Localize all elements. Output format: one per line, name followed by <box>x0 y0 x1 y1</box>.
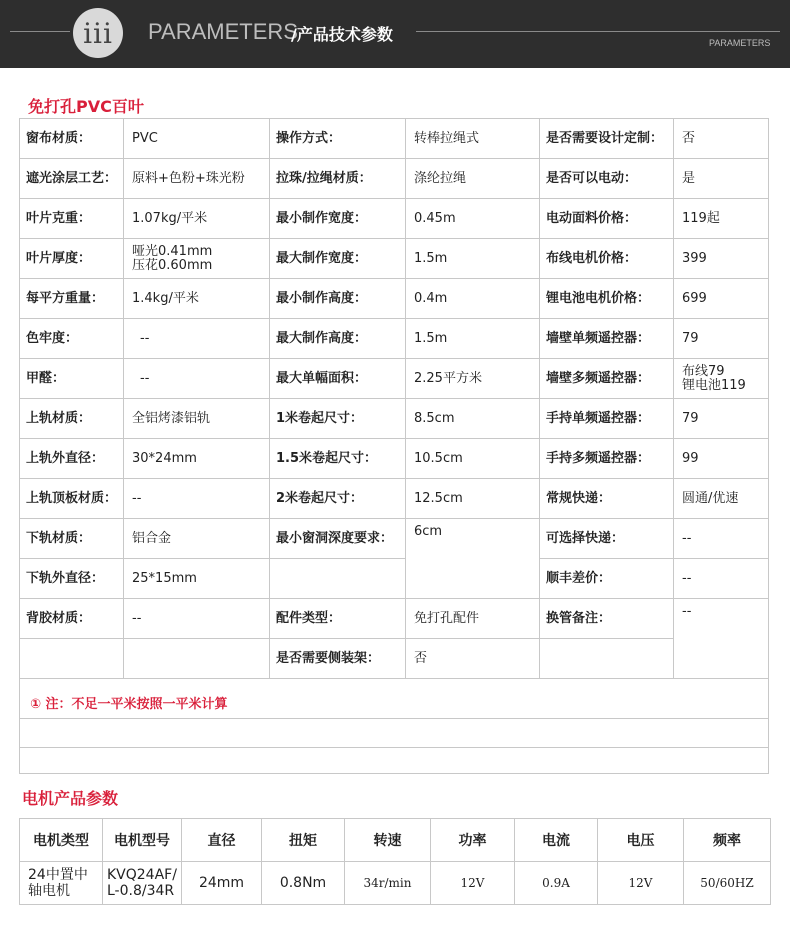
param-value-line2: 压花0.60mm <box>132 257 213 273</box>
param-label: 可选择快递： <box>540 519 674 559</box>
param-label: 上轨外直径： <box>20 439 124 479</box>
parameters-table <box>19 118 769 774</box>
param-value-line1: 布线79 <box>682 363 725 379</box>
parameters-icon <box>73 8 123 58</box>
motor-speed: 34r/min <box>345 862 431 905</box>
divider-left <box>10 31 70 32</box>
param-label: 遮光涂层工艺： <box>20 159 124 199</box>
motor-header: 电流 <box>515 819 598 862</box>
motor-type: 24中置中轴电机 <box>20 862 103 905</box>
motor-header-row <box>20 819 771 862</box>
banner-subtitle: PARAMETERS <box>709 38 771 48</box>
param-value: -- <box>124 359 270 399</box>
param-value: 30*24mm <box>124 439 270 479</box>
param-label: 最小窗洞深度要求： <box>270 519 406 559</box>
motor-header: 电机型号 <box>103 819 182 862</box>
param-label: 上轨材质： <box>20 399 124 439</box>
param-value: 0.45m <box>406 199 540 239</box>
param-value: 12.5cm <box>406 479 540 519</box>
motor-frequency: 50/60HZ <box>684 862 771 905</box>
param-value: 原料+色粉+珠光粉 <box>124 159 270 199</box>
param-value: -- <box>124 599 270 639</box>
motor-torque: 0.8Nm <box>262 862 345 905</box>
param-value: 79 <box>674 399 769 439</box>
param-value: 是 <box>674 159 769 199</box>
param-label: 最大单幅面积： <box>270 359 406 399</box>
motor-header: 功率 <box>431 819 515 862</box>
param-label: 是否需要侧装架： <box>270 639 406 679</box>
param-value: 79 <box>674 319 769 359</box>
blank-row <box>20 748 769 775</box>
banner-title-cn: /产品技术参数 <box>291 25 393 44</box>
param-value: PVC <box>124 119 270 159</box>
param-label: 2米卷起尺寸： <box>270 479 406 519</box>
motor-table <box>19 818 771 905</box>
param-value: 全铝烤漆铝轨 <box>124 399 270 439</box>
param-label: 1米卷起尺寸： <box>270 399 406 439</box>
param-label: 色牢度： <box>20 319 124 359</box>
param-value: 99 <box>674 439 769 479</box>
param-value: 圆通/优速 <box>674 479 769 519</box>
motor-header: 转速 <box>345 819 431 862</box>
param-label: 每平方重量： <box>20 279 124 319</box>
motor-power: 12V <box>431 862 515 905</box>
param-value: 8.5cm <box>406 399 540 439</box>
param-value: -- <box>674 599 769 679</box>
param-value: 10.5cm <box>406 439 540 479</box>
param-value: 铝合金 <box>124 519 270 559</box>
param-label: 最小制作高度： <box>270 279 406 319</box>
param-label: 顺丰差价： <box>540 559 674 599</box>
motor-model: KVQ24AF/L-0.8/34R <box>103 862 182 905</box>
param-value: 免打孔配件 <box>406 599 540 639</box>
param-label: 叶片克重： <box>20 199 124 239</box>
param-value: -- <box>674 519 769 559</box>
param-label: 电动面料价格： <box>540 199 674 239</box>
param-label: 手持单频遥控器： <box>540 399 674 439</box>
param-label: 最大制作宽度： <box>270 239 406 279</box>
param-label: 最大制作高度： <box>270 319 406 359</box>
param-label: 上轨顶板材质： <box>20 479 124 519</box>
param-value: 0.4m <box>406 279 540 319</box>
param-label: 拉珠/拉绳材质： <box>270 159 406 199</box>
param-value <box>124 239 270 279</box>
param-label: 操作方式： <box>270 119 406 159</box>
param-label: 布线电机价格： <box>540 239 674 279</box>
param-label: 常规快递： <box>540 479 674 519</box>
empty-cell <box>20 639 124 679</box>
param-label: 下轨材质： <box>20 519 124 559</box>
param-label: 是否可以电动： <box>540 159 674 199</box>
param-value: 1.5m <box>406 239 540 279</box>
empty-cell <box>540 639 674 679</box>
param-label: 最小制作宽度： <box>270 199 406 239</box>
param-value: 1.07kg/平米 <box>124 199 270 239</box>
header-banner <box>0 0 790 68</box>
motor-voltage: 12V <box>598 862 684 905</box>
param-value: 119起 <box>674 199 769 239</box>
section-title-motor: 电机产品参数 <box>22 789 119 808</box>
param-value: 6cm <box>406 519 540 599</box>
param-value: 2.25平方米 <box>406 359 540 399</box>
param-value: -- <box>124 319 270 359</box>
param-value: 否 <box>406 639 540 679</box>
motor-header: 频率 <box>684 819 771 862</box>
param-label: 叶片厚度： <box>20 239 124 279</box>
param-value: 1.4kg/平米 <box>124 279 270 319</box>
param-label: 下轨外直径： <box>20 559 124 599</box>
banner-title-en: PARAMETERS <box>148 19 298 44</box>
param-value: 涤纶拉绳 <box>406 159 540 199</box>
param-label: 配件类型： <box>270 599 406 639</box>
param-label: 窗布材质： <box>20 119 124 159</box>
param-value: -- <box>674 559 769 599</box>
param-label: 背胶材质： <box>20 599 124 639</box>
param-value: 25*15mm <box>124 559 270 599</box>
motor-current: 0.9A <box>515 862 598 905</box>
param-value: 399 <box>674 239 769 279</box>
icon-text: iii <box>83 16 113 50</box>
param-label: 墙壁单频遥控器： <box>540 319 674 359</box>
footnote: ① 注：不足一平米按照一平米计算 <box>30 697 228 712</box>
empty-cell <box>270 559 406 599</box>
motor-row <box>20 862 771 905</box>
param-value: 699 <box>674 279 769 319</box>
param-value: 否 <box>674 119 769 159</box>
param-label: 换管备注： <box>540 599 674 639</box>
motor-diameter: 24mm <box>182 862 262 905</box>
motor-header: 直径 <box>182 819 262 862</box>
param-label: 锂电池电机价格： <box>540 279 674 319</box>
param-value: 1.5m <box>406 319 540 359</box>
param-label: 1.5米卷起尺寸： <box>270 439 406 479</box>
param-label: 墙壁多频遥控器： <box>540 359 674 399</box>
param-value-line1: 哑光0.41mm <box>132 243 213 259</box>
section-title-product: 免打孔PVC百叶 <box>28 97 144 116</box>
divider-right <box>416 31 780 32</box>
param-value-line2: 锂电池119 <box>682 377 746 393</box>
param-label: 手持多频遥控器： <box>540 439 674 479</box>
param-value: 转棒拉绳式 <box>406 119 540 159</box>
motor-header: 扭矩 <box>262 819 345 862</box>
motor-header: 电机类型 <box>20 819 103 862</box>
param-value <box>674 359 769 399</box>
empty-cell <box>124 639 270 679</box>
param-label: 甲醛： <box>20 359 124 399</box>
param-value: -- <box>124 479 270 519</box>
param-label: 是否需要设计定制： <box>540 119 674 159</box>
motor-header: 电压 <box>598 819 684 862</box>
blank-row <box>20 719 769 748</box>
